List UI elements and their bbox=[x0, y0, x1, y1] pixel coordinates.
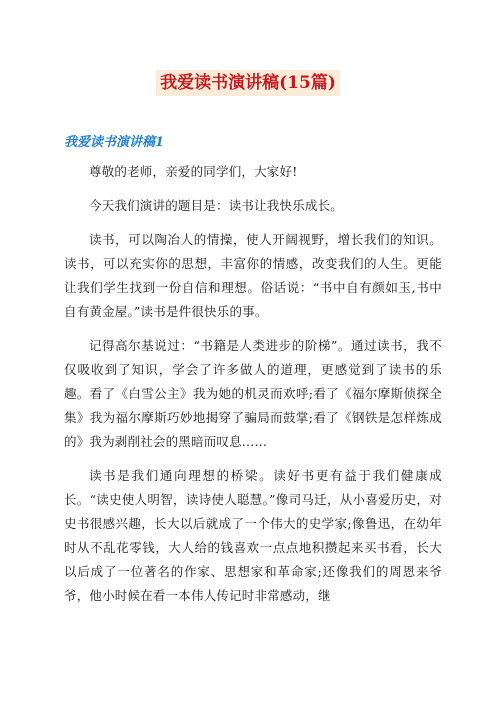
document-title: 我爱读书演讲稿(15篇) bbox=[156, 70, 340, 96]
title-container bbox=[0, 70, 496, 96]
paragraph-greeting: 尊敬的老师，亲爱的同学们，大家好! bbox=[89, 164, 298, 179]
section-heading: 我爱读书演讲稿1 bbox=[64, 135, 165, 150]
paragraph-gorky-quote: 记得高尔基说过：“书籍是人类进步的阶梯”。通过读书，我不仅吸收到了知识，学会了许多做人的道理，更感觉到了读书的乐趣。看了《白雪公主》我为她的机灵而欢呼;看了《福尔摩斯侦探全集》我为福尔摩斯巧妙地揭穿了骗局而鼓掌;看了《钢铁是怎样炼成的》我为剥削社会的黑暗而叹息…… bbox=[64, 338, 442, 449]
paragraph-reading-benefits: 读书，可以陶冶人的情操，使人开阔视野，增长我们的知识。读书，可以充实你的思想，丰富你的情感，改变我们的人生。更能让我们学生找到一份自信和理想。俗话说：“书中自有颜如玉,书中自有黄金屋。”读书是件很快乐的事。 bbox=[64, 232, 442, 319]
document-body bbox=[64, 160, 442, 618]
paragraph-bridge-to-ideals: 读书是我们通向理想的桥梁。读好书更有益于我们健康成长。“读史使人明智，读诗使人聪慧。”像司马迁，从小喜爱历史，对史书很感兴趣，长大以后就成了一个伟大的史学家;像鲁迅，在幼年时从不乱花零钱，大人给的钱喜欢一点点地积攒起来买书看，长大以后成了一位著名的作家、思想家和革命家;还像我们的周恩来爷爷，他小时候在看一本伟人传记时非常感动，继 bbox=[64, 468, 442, 603]
paragraph-topic: 今天我们演讲的题目是：读书让我快乐成长。 bbox=[89, 198, 344, 213]
